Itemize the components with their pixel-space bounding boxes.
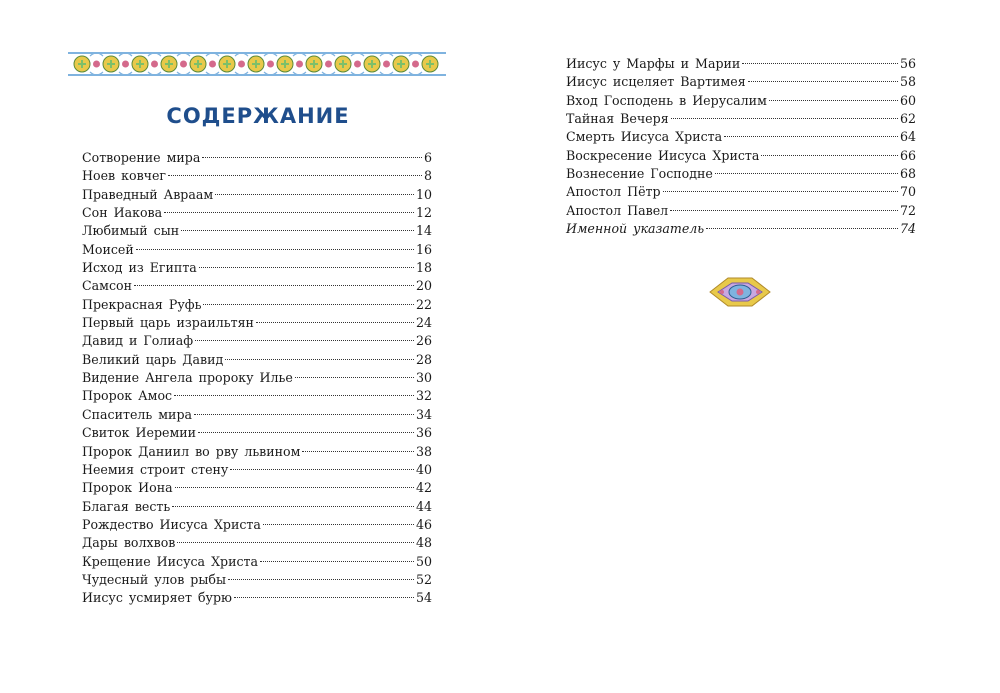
toc-entry-title: Пророк Даниил во рву львином — [82, 443, 301, 459]
toc-entry — [82, 259, 432, 277]
toc-entry — [82, 498, 432, 516]
toc-entry — [82, 461, 432, 479]
dot-leader — [203, 304, 414, 305]
toc-entry-page: 30 — [415, 370, 432, 386]
dot-leader — [769, 100, 898, 101]
dot-leader — [175, 487, 414, 488]
dot-leader — [202, 157, 422, 158]
ornament-dot — [122, 61, 129, 68]
dot-leader — [263, 524, 414, 525]
toc-entry — [566, 92, 916, 110]
toc-entry-page: 70 — [899, 184, 916, 200]
toc-entry-title: Благая весть — [82, 498, 171, 514]
toc-entry — [82, 479, 432, 497]
toc-entry-title: Воскресение Иисуса Христа — [566, 147, 760, 163]
toc-entry-page: 40 — [415, 461, 432, 477]
toc-entry-title: Первый царь израильтян — [82, 315, 254, 331]
toc-entry-page: 48 — [415, 535, 432, 551]
toc-entry-page: 22 — [415, 296, 432, 312]
dot-leader — [168, 175, 422, 176]
toc-entry-page: 54 — [415, 590, 432, 606]
toc-entry — [566, 147, 916, 165]
toc-entry-page: 34 — [415, 406, 432, 422]
ornament-dot — [267, 61, 274, 68]
toc-entry-page: 14 — [415, 223, 432, 239]
toc-entry-title: Великий царь Давид — [82, 351, 224, 367]
dot-leader — [174, 395, 414, 396]
dot-leader — [198, 432, 414, 433]
ornament-dot — [325, 61, 332, 68]
toc-entry-page: 44 — [415, 498, 432, 514]
toc-entry-page: 10 — [415, 186, 432, 202]
dot-leader — [295, 377, 414, 378]
dot-leader — [194, 414, 414, 415]
toc-entry — [82, 222, 432, 240]
toc-entry — [82, 241, 432, 259]
toc-entry-page: 64 — [899, 129, 916, 145]
toc-entry-page: 24 — [415, 315, 432, 331]
dot-leader — [172, 506, 414, 507]
dot-leader — [663, 191, 898, 192]
dot-leader — [199, 267, 414, 268]
toc-entry — [566, 183, 916, 201]
dot-leader — [134, 285, 414, 286]
toc-entry-page: 20 — [415, 278, 432, 294]
dot-leader — [761, 155, 898, 156]
toc-entry-page: 66 — [899, 147, 916, 163]
toc-entry-title: Самсон — [82, 278, 132, 294]
toc-entry-title: Пророк Амос — [82, 388, 173, 404]
toc-entry-page: 60 — [899, 92, 916, 108]
medallion-ornament — [708, 272, 772, 312]
toc-entry — [82, 314, 432, 332]
toc-entry-title: Апостол Павел — [566, 202, 669, 218]
dot-leader — [715, 173, 898, 174]
ornament-dot — [296, 61, 303, 68]
toc-entry-title: Рождество Иисуса Христа — [82, 516, 261, 532]
toc-entry — [82, 589, 432, 607]
toc-entry-page: 12 — [415, 205, 432, 221]
toc-entry-page: 56 — [899, 56, 916, 71]
dot-leader — [164, 212, 414, 213]
toc-entry — [82, 351, 432, 369]
dot-leader — [234, 597, 414, 598]
dot-leader — [256, 322, 414, 323]
dot-leader — [195, 340, 414, 341]
toc-entry-page: 18 — [415, 260, 432, 276]
ornament-dot — [412, 61, 419, 68]
dot-leader — [742, 63, 898, 64]
toc-list-right — [566, 55, 916, 238]
toc-entry — [82, 332, 432, 350]
toc-entry — [82, 571, 432, 589]
toc-entry-page: 52 — [415, 571, 432, 587]
page-title: СОДЕРЖАНИЕ — [166, 104, 350, 128]
toc-entry-page: 8 — [423, 168, 432, 184]
toc-entry — [566, 128, 916, 146]
toc-entry-title: Чудесный улов рыбы — [82, 571, 226, 587]
toc-entry-title: Свиток Иеремии — [82, 425, 197, 441]
ornament-dot — [93, 61, 100, 68]
dot-leader — [724, 136, 898, 137]
dot-leader — [260, 561, 414, 562]
toc-entry-title: Именной указатель — [566, 221, 705, 237]
toc-entry-title: Исход из Египта — [82, 260, 197, 276]
toc-entry-page: 74 — [899, 221, 916, 237]
toc-entry-page: 72 — [899, 202, 916, 218]
toc-entry-page: 38 — [415, 443, 432, 459]
ornament-dot — [383, 61, 390, 68]
ornament-dot — [151, 61, 158, 68]
toc-entry-page: 32 — [415, 388, 432, 404]
toc-entry-page: 36 — [415, 425, 432, 441]
toc-entry-title: Любимый сын — [82, 223, 180, 239]
toc-entry-title: Дары волхвов — [82, 535, 176, 551]
toc-entry — [82, 167, 432, 185]
toc-entry-title: Праведный Авраам — [82, 186, 214, 202]
toc-list-left — [82, 149, 432, 608]
toc-entry-title: Смерть Иисуса Христа — [566, 129, 723, 145]
dot-leader — [671, 118, 898, 119]
toc-entry-title: Пророк Иона — [82, 480, 173, 496]
toc-entry-page: 42 — [415, 480, 432, 496]
toc-entry — [82, 534, 432, 552]
dot-leader — [181, 230, 414, 231]
toc-entry — [82, 204, 432, 222]
toc-entry-title: Ноев ковчег — [82, 168, 167, 184]
toc-entry — [82, 443, 432, 461]
toc-entry — [82, 553, 432, 571]
dot-leader — [230, 469, 414, 470]
toc-entry-title: Давид и Голиаф — [82, 333, 194, 349]
ornamental-border — [68, 50, 446, 78]
ornament-dot — [354, 61, 361, 68]
toc-entry-title: Крещение Иисуса Христа — [82, 553, 259, 569]
dot-leader — [706, 228, 898, 229]
toc-entry — [82, 424, 432, 442]
toc-entry-title: Сотворение мира — [82, 150, 201, 165]
toc-entry — [566, 110, 916, 128]
toc-entry — [82, 406, 432, 424]
toc-entry-page: 6 — [423, 150, 432, 165]
toc-entry — [82, 387, 432, 405]
toc-entry-title: Сон Иакова — [82, 205, 163, 221]
toc-entry-title: Иисус у Марфы и Марии — [566, 56, 741, 71]
toc-entry-page: 58 — [899, 74, 916, 90]
ornament-dot — [209, 61, 216, 68]
toc-entry — [566, 73, 916, 91]
toc-entry-title: Иисус исцеляет Вартимея — [566, 74, 746, 90]
toc-entry-title: Прекрасная Руфь — [82, 296, 202, 312]
toc-entry-page: 50 — [415, 553, 432, 569]
toc-entry-title: Видение Ангела пророку Илье — [82, 370, 293, 386]
right-page — [500, 0, 1000, 693]
toc-entry-page: 46 — [415, 516, 432, 532]
toc-entry — [82, 296, 432, 314]
toc-entry-title: Тайная Вечеря — [566, 111, 669, 127]
dot-leader — [136, 249, 414, 250]
toc-entry — [82, 516, 432, 534]
toc-entry — [82, 186, 432, 204]
toc-entry-page: 62 — [899, 111, 916, 127]
toc-entry — [566, 220, 916, 238]
dot-leader — [228, 579, 414, 580]
toc-entry — [82, 149, 432, 167]
dot-leader — [215, 194, 414, 195]
toc-entry-page: 16 — [415, 241, 432, 257]
toc-entry-title: Неемия строит стену — [82, 461, 229, 477]
ornament-dot — [180, 61, 187, 68]
toc-entry-title: Вознесение Господне — [566, 166, 713, 182]
dot-leader — [177, 542, 414, 543]
toc-entry-title: Апостол Пётр — [566, 184, 661, 200]
toc-entry-title: Иисус усмиряет бурю — [82, 590, 232, 606]
dot-leader — [670, 210, 898, 211]
toc-entry — [82, 277, 432, 295]
toc-entry-title: Вход Господень в Иерусалим — [566, 92, 767, 108]
toc-entry — [566, 55, 916, 73]
dot-leader — [302, 451, 414, 452]
toc-entry-title: Моисей — [82, 241, 134, 257]
ornament-dot — [238, 61, 245, 68]
toc-entry — [82, 369, 432, 387]
toc-entry-page: 28 — [415, 351, 432, 367]
dot-leader — [225, 359, 414, 360]
toc-entry — [566, 202, 916, 220]
toc-entry-page: 68 — [899, 166, 916, 182]
toc-entry-page: 26 — [415, 333, 432, 349]
toc-entry — [566, 165, 916, 183]
dot-leader — [748, 81, 898, 82]
toc-entry-title: Спаситель мира — [82, 406, 193, 422]
